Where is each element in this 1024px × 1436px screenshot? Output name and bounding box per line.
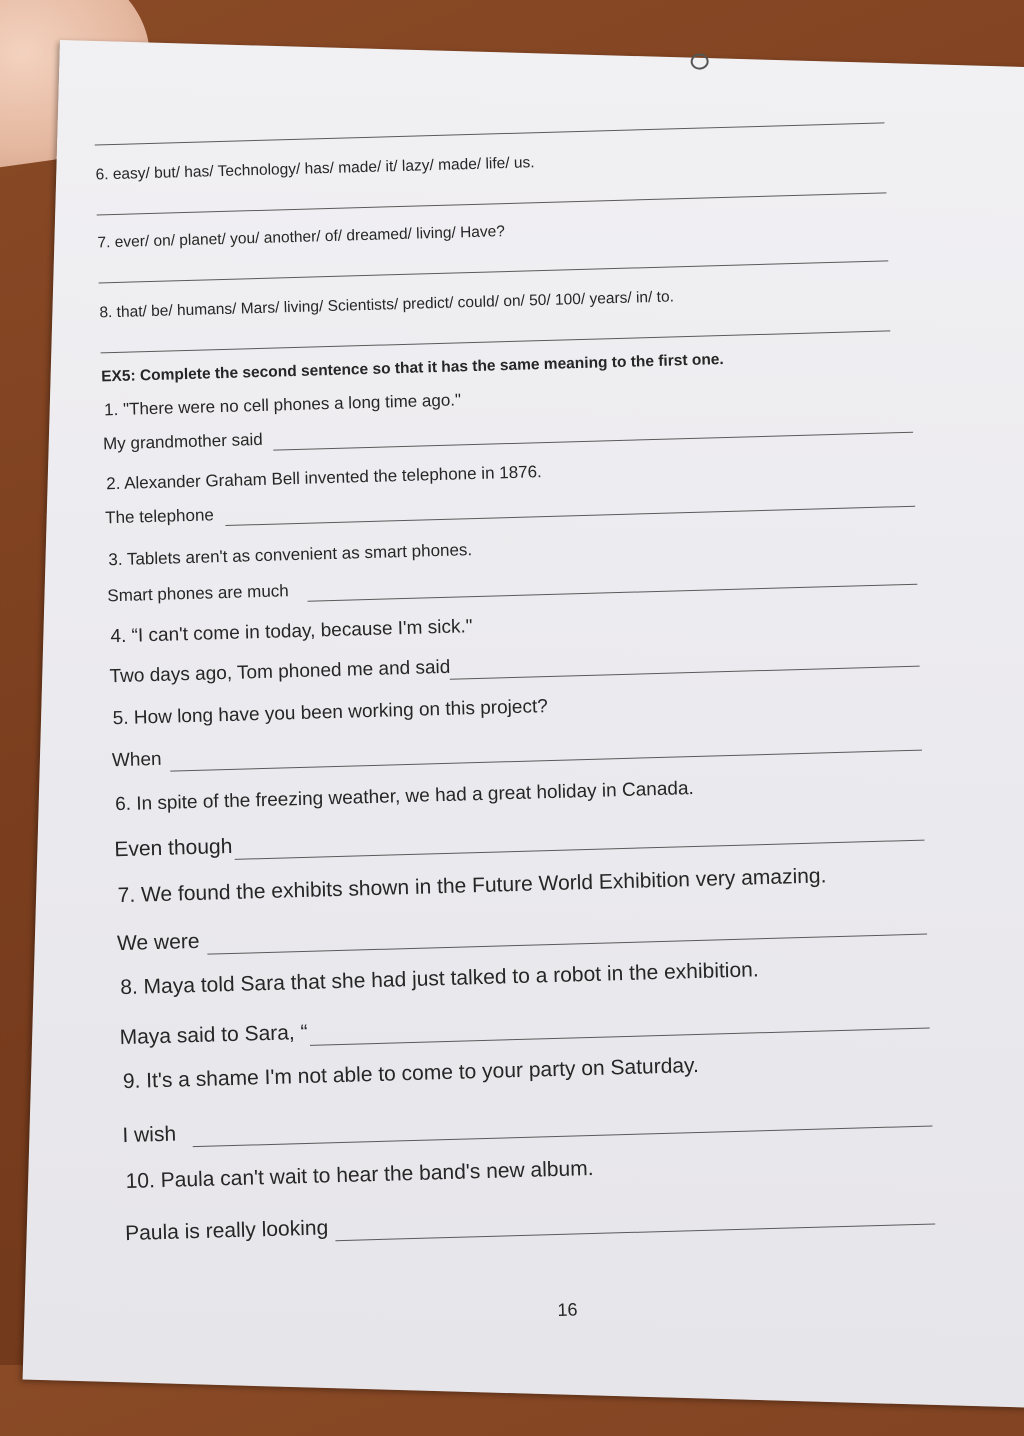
answer-line (101, 330, 891, 353)
ex5-prompt-10: 10. Paula can't wait to hear the band's new album. (125, 1156, 594, 1194)
ex4-item-7: 7. ever/ on/ planet/ you/ another/ of/ dreamed/ living/ Have? (97, 223, 506, 252)
ex5-prompt-9: 9. It's a shame I'm not able to come to your party on Saturday. (122, 1053, 700, 1094)
answer-line (207, 934, 927, 955)
ex5-prompt-8: 8. Maya told Sara that she had just talked to a robot in the exhibition. (119, 958, 759, 1000)
ex5-start-1: My grandmother said (102, 429, 263, 454)
answer-line (193, 1125, 933, 1147)
answer-line (95, 122, 885, 145)
ex5-start-5: When (111, 748, 162, 772)
ex4-item-6: 6. easy/ but/ has/ Technology/ has/ made/ it/ lazy/ made/ life/ us. (95, 154, 535, 184)
ex5-prompt-5: 5. How long have you been working on this project? (112, 696, 549, 730)
answer-line (273, 432, 913, 451)
answer-line (225, 506, 915, 526)
ex5-start-6: Even though (114, 834, 233, 862)
ex5-prompt-1: 1. "There were no cell phones a long time ago." (103, 390, 462, 420)
answer-line (310, 1028, 930, 1046)
answer-line (308, 584, 918, 602)
ex5-heading: EX5: Complete the second sentence so that it has the same meaning to the first one. (100, 351, 724, 386)
answer-line (97, 192, 887, 215)
answer-line (170, 750, 922, 772)
worksheet-page (23, 40, 1024, 1408)
ex5-start-2: The telephone (104, 505, 215, 528)
ex5-start-4: Two days ago, Tom phoned me and said (109, 656, 451, 688)
answer-line (99, 260, 889, 283)
pen-mark-circle (690, 53, 708, 69)
answer-line (450, 666, 920, 680)
ex4-item-8: 8. that/ be/ humans/ Mars/ living/ Scientists/ predict/ could/ on/ 50/ 100/ years/ in/ to. (99, 288, 675, 322)
answer-line (235, 840, 925, 860)
ex5-start-8: Maya said to Sara, “ (119, 1020, 308, 1050)
ex5-start-10: Paula is really looking (124, 1216, 329, 1246)
ex5-start-3: Smart phones are much (107, 581, 289, 606)
ex5-start-7: We were (116, 929, 200, 956)
page-number: 16 (557, 1299, 578, 1321)
ex5-prompt-7: 7. We found the exhibits shown in the Future World Exhibition very amazing. (117, 864, 827, 908)
ex5-prompt-2: 2. Alexander Graham Bell invented the telephone in 1876. (105, 462, 543, 494)
ex5-prompt-3: 3. Tablets aren't as convenient as smart phones. (108, 540, 473, 570)
answer-line (335, 1223, 935, 1241)
ex5-prompt-6: 6. In spite of the freezing weather, we had a great holiday in Canada. (114, 778, 695, 816)
ex5-start-9: I wish (122, 1122, 177, 1148)
ex5-prompt-4: 4. “I can't come in today, because I'm sick." (110, 616, 473, 648)
